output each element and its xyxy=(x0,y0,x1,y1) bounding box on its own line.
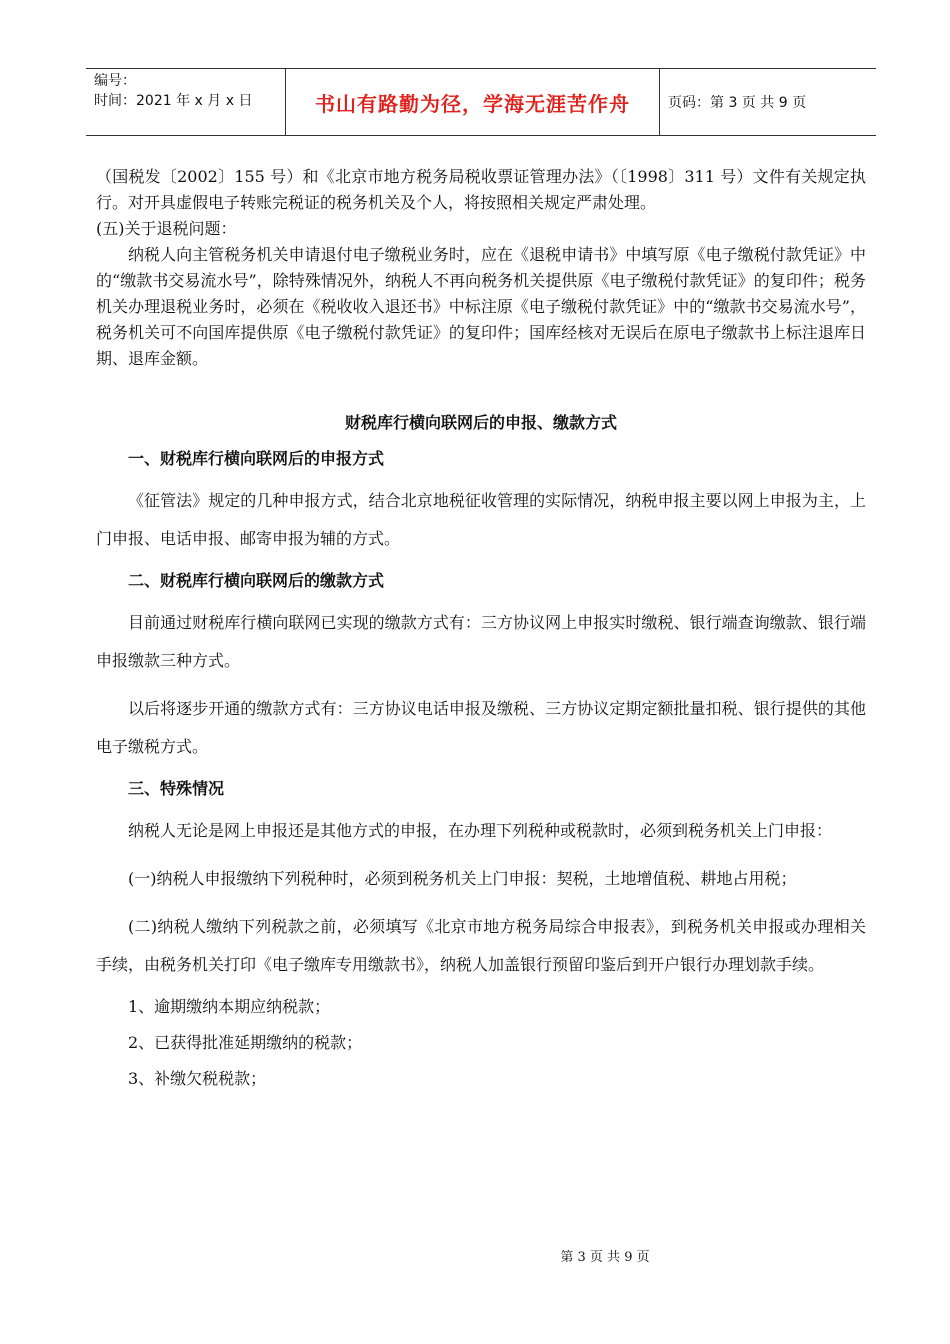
heading: 三、特殊情况 xyxy=(128,779,225,798)
list-item: 3、补缴欠税税款； xyxy=(128,1069,267,1088)
section-label: (五)关于退税问题： xyxy=(96,219,237,238)
document-body xyxy=(96,164,866,1092)
header-meta xyxy=(86,69,286,135)
page-footer: 第 3 页 共 9 页 xyxy=(560,1250,650,1265)
page-header xyxy=(86,68,876,136)
header-motto: 书山有路勤为径，学海无涯苦作舟 xyxy=(286,69,660,135)
document-time-label: 时间：2021 年 x 月 x 日 xyxy=(94,93,253,109)
list-item: 1、逾期缴纳本期应纳税款； xyxy=(128,997,331,1016)
header-page-label: 页码：第 3 页 共 9 页 xyxy=(668,95,807,111)
heading: 一、财税库行横向联网后的申报方式 xyxy=(128,449,385,468)
paragraph: (一)纳税人申报缴纳下列税种时，必须到税务机关上门申报：契税，土地增值税、耕地占用税； xyxy=(128,869,797,888)
paragraph: 纳税人无论是网上申报还是其他方式的申报，在办理下列税种或税款时，必须到税务机关上门申报： xyxy=(128,821,833,840)
list-item: 2、已获得批准延期缴纳的税款； xyxy=(128,1033,363,1052)
paragraph: 纳税人向主管税务机关申请退付电子缴税业务时，应在《退税申请书》中填写原《电子缴税付款凭证》中的“缴款书交易流水号”，除特殊情况外，纳税人不再向税务机关提供原《电子缴税付款凭证》的复印件；税务机关办理退税业务时，必须在《税收收入退还书》中标注原《电子缴税付款凭证》中的“缴款书交易流水号”，税务机关可不向国库提供原《电子缴税付款凭证》的复印件；国库经核对无误后在原电子缴款书上标注退库日期、退库金额。 xyxy=(96,245,866,368)
paragraph: 以后将逐步开通的缴款方式有：三方协议电话申报及缴税、三方协议定期定额批量扣税、银行提供的其他电子缴税方式。 xyxy=(96,699,866,756)
document-number-label: 编号： xyxy=(94,73,136,89)
paragraph: (二)纳税人缴纳下列税款之前，必须填写《北京市地方税务局综合申报表》，到税务机关申报或办理相关手续，由税务机关打印《电子缴库专用缴款书》，纳税人加盖银行预留印鉴后到开户银行办理划款手续。 xyxy=(96,917,866,974)
paragraph: 目前通过财税库行横向联网已实现的缴款方式有：三方协议网上申报实时缴税、银行端查询缴款、银行端申报缴款三种方式。 xyxy=(96,613,866,670)
paragraph: 《征管法》规定的几种申报方式，结合北京地税征收管理的实际情况，纳税申报主要以网上申报为主，上门申报、电话申报、邮寄申报为辅的方式。 xyxy=(96,491,866,548)
section-title: 财税库行横向联网后的申报、缴款方式 xyxy=(344,413,617,432)
heading: 二、财税库行横向联网后的缴款方式 xyxy=(128,571,385,590)
paragraph: （国税发〔2002〕155 号）和《北京市地方税务局税收票证管理办法》（〔1998〕311 号）文件有关规定执行。对开具虚假电子转账完税证的税务机关及个人，将按照相关规定严肃处理。 xyxy=(96,167,866,212)
